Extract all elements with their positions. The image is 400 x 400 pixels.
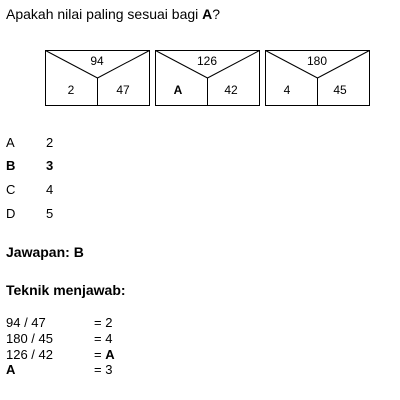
option-c-value: 4 (46, 182, 54, 197)
box-1-right-value: 47 (116, 83, 130, 97)
working-line-2-left: 180 / 45 (6, 331, 53, 346)
box-2-left-value: A (173, 83, 183, 97)
box-3-right-value: 45 (333, 83, 347, 97)
puzzle-box-3 (265, 50, 370, 106)
option-b-letter: B (6, 158, 16, 173)
puzzle-box-2 (155, 50, 260, 106)
working-line-3-left: 126 / 42 (6, 347, 53, 362)
working-line-1-right: = 2 (94, 315, 113, 330)
working-line-2-right: = 4 (94, 331, 113, 346)
option-a-value: 2 (46, 135, 54, 150)
question-prefix: Apakah nilai paling sesuai bagi (6, 6, 203, 22)
option-c-letter: C (6, 182, 16, 197)
technique-title: Teknik menjawab: (6, 282, 126, 298)
working-line-4-left: A (6, 362, 16, 377)
box-1-top-value: 94 (90, 54, 104, 68)
box-3-top-value: 180 (306, 54, 328, 68)
working-line-1-left: 94 / 47 (6, 315, 46, 330)
box-2-top-value: 126 (196, 54, 218, 68)
box-2-right-value: 42 (224, 83, 238, 97)
question-mark: ? (212, 6, 221, 22)
box-1-left-value: 2 (67, 83, 75, 97)
question-text (6, 6, 220, 22)
option-d-letter: D (6, 206, 16, 221)
option-a-letter: A (6, 135, 15, 150)
box-3-left-value: 4 (283, 83, 291, 97)
option-b-value: 3 (46, 158, 54, 173)
working-line-3-right: = A (94, 347, 115, 362)
working-line-4-right: = 3 (94, 362, 113, 377)
option-d-value: 5 (46, 206, 54, 221)
puzzle-box-1 (45, 50, 150, 106)
working-line-3-variable: A (105, 347, 115, 362)
answer-text: Jawapan: B (6, 244, 84, 260)
question-variable: A (202, 6, 213, 22)
